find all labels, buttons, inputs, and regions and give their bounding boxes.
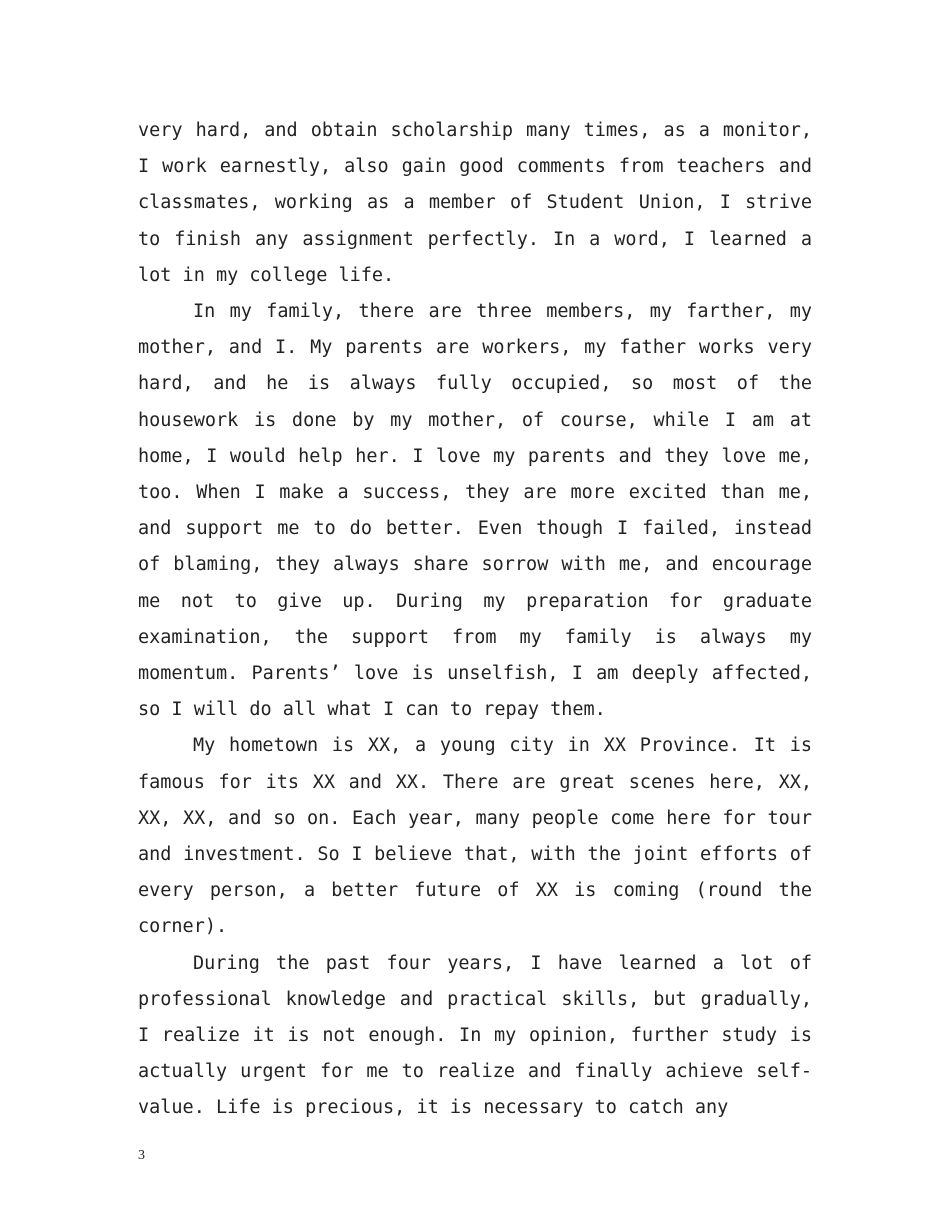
body-text (138, 113, 812, 1127)
paragraph-study: During the past four years, I have learned a lot of professional knowledge and practical skills, but gradually, I realize it is not enough. In my opinion, further study is actually urgent for me to realize and finally achieve self-value. Life is precious, it is necessary to catch any (138, 952, 812, 1119)
paragraph-family: In my family, there are three members, my farther, my mother, and I. My parents are workers, my father works very hard, and he is always fully occupied, so most of the housework is done by my mother, of course, while I am at home, I would help her. I love my parents and they love me, too. When I make a success, they are more excited than me, and support me to do better. Even though I failed, instead of blaming, they always share sorrow with me, and encourage me not to give up. During my preparation for graduate examination, the support from my family is always my momentum. Parents’ love is unselfish, I am deeply affected, so I will do all what I can to repay them. (138, 301, 812, 721)
paragraph-continuation: very hard, and obtain scholarship many times, as a monitor, I work earnestly, also gain good comments from teachers and classmates, working as a member of Student Union, I strive to finish any assignment perfectly. In a word, I learned a lot in my college life. (138, 120, 812, 286)
page-number: 3 (138, 1148, 145, 1163)
paragraph-hometown: My hometown is XX, a young city in XX Province. It is famous for its XX and XX. There are great scenes here, XX, XX, XX, and so on. Each year, many people come here for tour and investment. So I believe that, with the joint efforts of every person, a better future of XX is coming (round the corner). (138, 735, 812, 938)
